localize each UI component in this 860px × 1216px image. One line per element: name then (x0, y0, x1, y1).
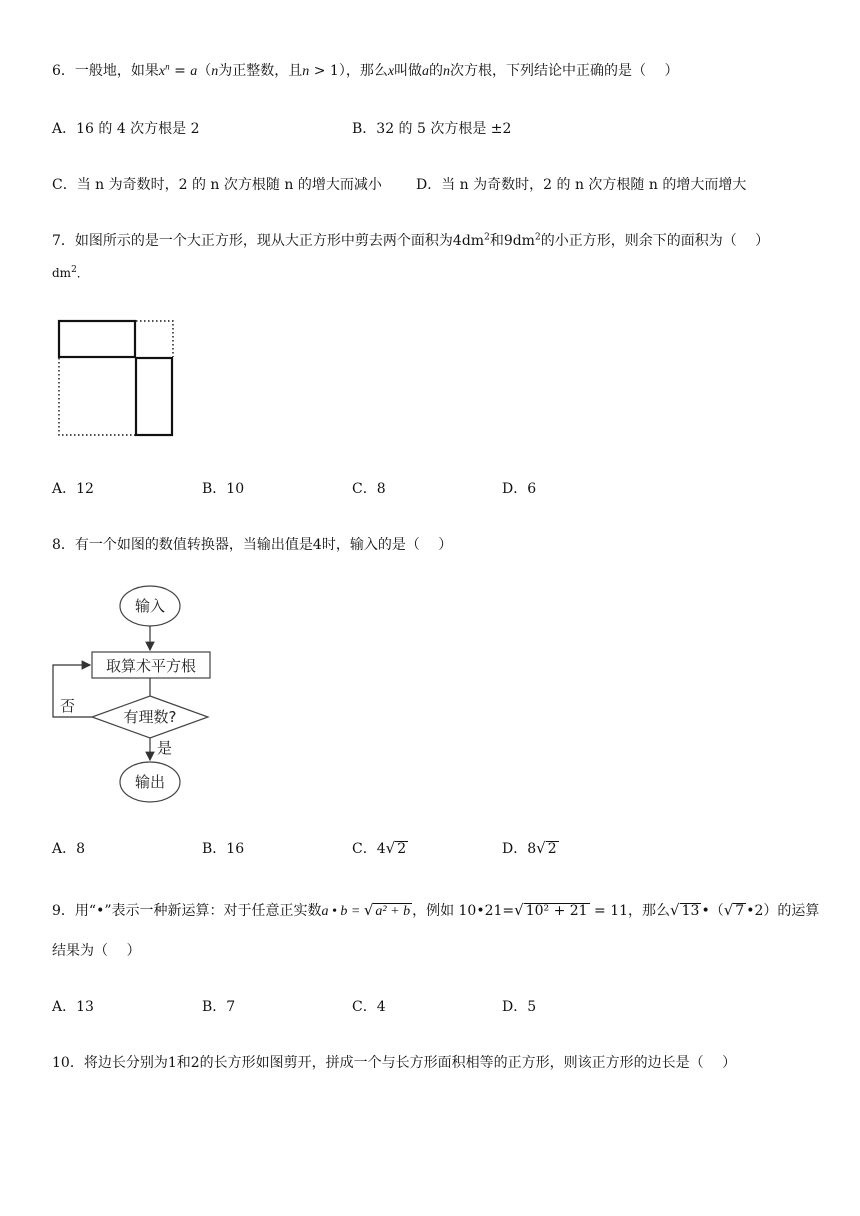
small-square-4 (59, 321, 135, 357)
q8-stem: 8．有一个如图的数值转换器，当输出值是4时，输入的是（ ） (52, 537, 453, 553)
q7-option-b[interactable]: B．10 (202, 481, 245, 497)
q7-option-d[interactable]: D．6 (502, 481, 537, 497)
q9-option-d[interactable]: D．5 (502, 999, 537, 1015)
q9-option-c[interactable]: C．4 (352, 999, 386, 1015)
q8-option-c[interactable]: C．4√ 2 (352, 839, 407, 857)
q7-option-c[interactable]: C．8 (352, 481, 386, 497)
process-label: 取算术平方根 (105, 657, 197, 675)
q8-option-a[interactable]: A．8 (52, 841, 86, 857)
decision-label: 有理数? (123, 708, 177, 726)
q8-option-d[interactable]: D．8√ 2 (502, 839, 557, 857)
no-label: 否 (60, 697, 76, 715)
small-square-9 (136, 358, 172, 435)
q7-option-a[interactable]: A．12 (52, 481, 94, 497)
q9-option-a[interactable]: A．13 (52, 999, 94, 1015)
input-label: 输入 (134, 597, 166, 615)
q7-stem: 7．如图所示的是一个大正方形，现从大正方形中剪去两个面积为$4dm^2$和$9dm^2$的小正方形，则余下的面积为（ ） (52, 232, 770, 249)
q7-unit: $dm^2$． (52, 265, 89, 280)
q9-stem: 9．用“•”表示一种新运算：对于任意正实数a • b = √ a² + b ，例如 10•21=√ 10² + 21 = 11，那么√ 13 •（√ 7 •2）的运算 (52, 901, 820, 919)
q6-option-d[interactable]: D．当 n 为奇数时，2 的 n 次方根随 n 的增大而增大 (416, 177, 747, 193)
q10-stem: 10．将边长分别为1和2的长方形如图剪开，拼成一个与长方形面积相等的正方形，则该正方形的边长是（ ） (52, 1055, 737, 1071)
q6-option-c[interactable]: C．当 n 为奇数时，2 的 n 次方根随 n 的增大而减小 (52, 177, 382, 193)
q9-stem-line2: 结果为（ ） (52, 943, 141, 959)
q6-option-b[interactable]: B．32 的 5 次方根是 ±2 (352, 121, 512, 137)
yes-label: 是 (157, 739, 173, 757)
squares-figure (58, 320, 176, 438)
q6-option-a[interactable]: A．16 的 4 次方根是 2 (52, 121, 200, 137)
output-label: 输出 (134, 773, 166, 791)
q9-option-b[interactable]: B．7 (202, 999, 236, 1015)
dotted-outline (59, 321, 173, 435)
q8-option-b[interactable]: B．16 (202, 841, 245, 857)
q6-stem: 6．一般地，如果$x^n = a(n$为正整数，且n > 1），那么x叫做a的n次方根，下列结论中正确的是（ ） (52, 61, 679, 79)
flowchart (50, 584, 220, 808)
